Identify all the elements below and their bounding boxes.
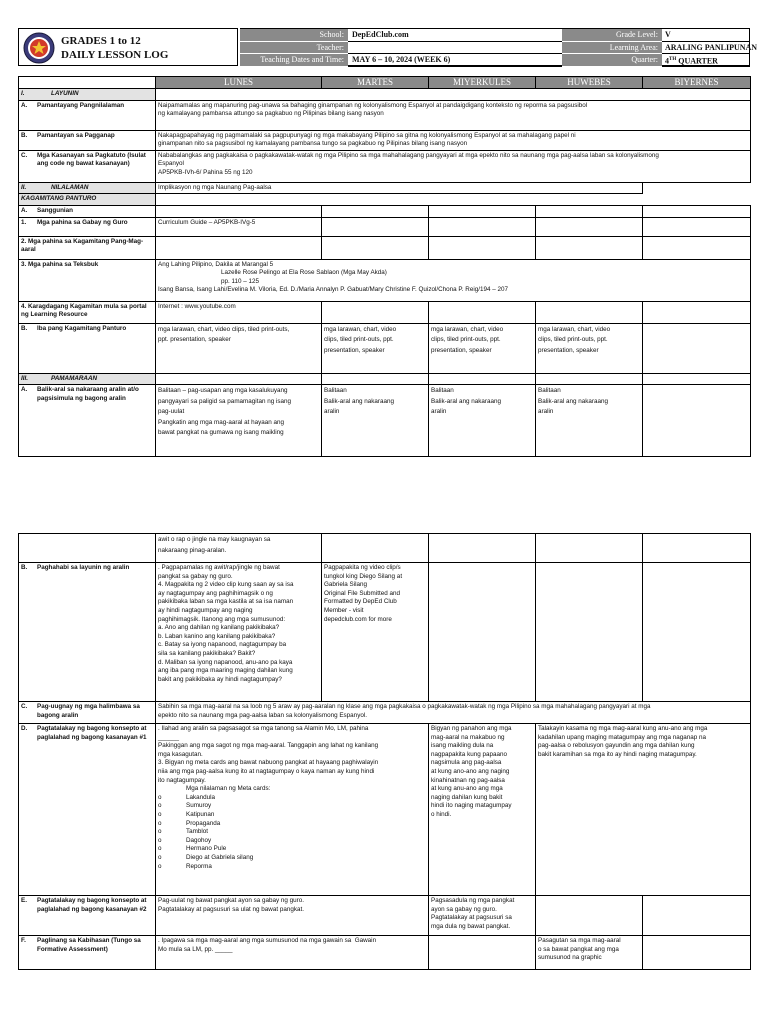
label-kagamitang-mag-aaral: 2. Mga pahina sa Kagamitang Pang-Mag-aaral bbox=[19, 236, 156, 259]
list-bullet: o bbox=[158, 819, 162, 827]
day-tuesday: MARTES bbox=[322, 77, 429, 89]
list-item bbox=[158, 820, 426, 829]
list-item bbox=[158, 837, 426, 846]
list-item bbox=[158, 854, 426, 863]
row-letter: A. bbox=[21, 386, 28, 394]
balik-aral-thursday: Balitaan Balik-aral ang nakaraang aralin bbox=[536, 385, 643, 457]
label-karagdagang: 4. Karagdagang Kagamitan mula sa portal ng Learning Resource bbox=[19, 301, 156, 323]
row-letter: F. bbox=[21, 937, 26, 944]
list-item bbox=[158, 802, 426, 811]
dates-value: MAY 6 – 10, 2024 (WEEK 6) bbox=[348, 54, 562, 67]
row-balik-aral bbox=[19, 385, 751, 457]
pagtatalakay1-text: . Ilahad ang aralin sa pagsasagot sa mga tanong sa Alamin Mo, LM, pahina ______ Pakinggan ang mga sagot ng mga mag-aaral. Tanggapin ang lahat ng kanilang mga kasagutan. 3. Bigyan ng meta cards ang bawat nabuong pangkat at hayaang paghiwalayin niia ang mga pag-aalsa kung ito at nagtagumpay o kaya naman ay kung hindi ito nagtagumpay. bbox=[158, 725, 379, 784]
cell-empty bbox=[643, 385, 751, 457]
quarter-number: 4 bbox=[665, 56, 669, 66]
cell-empty bbox=[643, 301, 751, 323]
label-balik-aral bbox=[19, 385, 156, 457]
cell-empty bbox=[429, 373, 536, 385]
list-bullet: o bbox=[158, 810, 162, 818]
row-iba-pang bbox=[19, 323, 751, 373]
header-row-teacher bbox=[240, 42, 758, 55]
row-letter: E. bbox=[21, 897, 27, 904]
row-letter: B. bbox=[21, 324, 28, 332]
label-teksbuk: 3. Mga pahina sa Teksbuk bbox=[19, 259, 156, 301]
meta-cards-list bbox=[158, 794, 426, 871]
cell-empty bbox=[536, 301, 643, 323]
text-pamantayan-pagganap: Nakapagpapahayag ng pagmamalaki sa pagpupunyagi ng mga makabayang Pilipino sa gitna ng kolonyalismong Espanyol at sa mahalagang papel ni ginampanan nito sa pagsusibol ng kamalayang pambansa tungo sa pagkabuo ng Pilipinas bilang isang nasyon bbox=[156, 130, 751, 150]
row-label: Mga pahina sa Gabay ng Guro bbox=[37, 218, 128, 226]
row-number: 1. bbox=[21, 218, 27, 226]
list-item-text: Tamblot bbox=[186, 828, 209, 836]
row-label: Paghahabi sa layunin ng aralin bbox=[37, 564, 130, 571]
label-paglinang bbox=[19, 936, 156, 970]
iba-pang-wednesday: mga larawan, chart, video clips, tiled print-outs, ppt. presentation, speaker bbox=[429, 323, 536, 373]
label-gabay bbox=[19, 217, 156, 236]
text-kasanayan: Nababalangkas ang pagkakaisa o pagkakawatak-watak ng mga Pilipino sa mga mahahalagang pangyayari at mga epekto nito sa naunang mga pag-aalsa laban sa kolonyalismong Espanyol AP5PKB-IVh-6/ Pahina 55 ng 120 bbox=[156, 150, 751, 182]
label-pamantayan-pagganap bbox=[19, 130, 156, 150]
section-label: PAMAMARAAN bbox=[51, 374, 98, 382]
cell-empty bbox=[322, 373, 429, 385]
row-pag-uugnay bbox=[19, 702, 751, 724]
label-pagtatalakay2 bbox=[19, 896, 156, 936]
row-letter: C. bbox=[21, 703, 28, 710]
list-bullet: o bbox=[158, 845, 162, 853]
cell-empty bbox=[536, 534, 643, 563]
header-title bbox=[61, 34, 168, 62]
cell-empty bbox=[643, 205, 751, 217]
cell-empty bbox=[643, 236, 751, 259]
iba-pang-thursday: mga larawan, chart, video clips, tiled print-outs, ppt. presentation, speaker bbox=[536, 323, 643, 373]
school-label: School: bbox=[240, 29, 348, 42]
list-item bbox=[158, 794, 426, 803]
cell-empty bbox=[643, 936, 751, 970]
quarter-suffix: TH bbox=[669, 57, 677, 63]
cell-empty bbox=[322, 301, 429, 323]
list-bullet: o bbox=[158, 828, 162, 836]
area-value: ARALING PANLIPUNAN bbox=[662, 42, 750, 55]
lesson-table-page2 bbox=[18, 533, 750, 970]
continuation-monday: awit o rap o jingle na may kaugnayan sa nakaraang pinag-aralan. bbox=[156, 534, 322, 563]
cell-empty bbox=[536, 205, 643, 217]
label-kasanayan bbox=[19, 150, 156, 182]
cell-empty bbox=[322, 534, 429, 563]
pagtatalakay1-wednesday: Bigyan ng panahon ang mga mag-aaral na makabuo ng isang maikling dula na nagpapakita kung papaano nagsimula ang pag-aalsa at kung ano-ano ang naging kinahinatnan ng pag-aalsa at kung anu-ano ang mga naging dahilan kung bakit hindi ito naging matagumpay o hindi. bbox=[429, 724, 536, 896]
header-row-dates bbox=[240, 54, 750, 67]
list-bullet: o bbox=[158, 802, 162, 810]
row-pagtatalakay1 bbox=[19, 724, 751, 896]
cell-empty bbox=[429, 563, 536, 702]
list-item-text: Diego at Gabriela silang bbox=[186, 853, 254, 861]
section-num: I. bbox=[21, 90, 25, 97]
row-letter: A. bbox=[21, 206, 28, 214]
cell-empty bbox=[322, 205, 429, 217]
dates-label: Teaching Dates and Time: bbox=[240, 54, 348, 67]
text-pag-uugnay: Sabihin sa mga mag-aaral na sa loob ng 5 araw ay pag-aaralan ng klase ang mga pagkakaisa o pagkakawatak-watak ng mga Pilipino sa mga mahahalagang pangyayari at mga epekto nito sa naunang mga pag-aalsa laban sa kolonyalismong Espanyol. bbox=[156, 702, 751, 724]
section-label: NILALAMAN bbox=[51, 183, 89, 191]
list-item-text: Reporma bbox=[186, 862, 212, 870]
cell-empty bbox=[429, 534, 536, 563]
label-iba-pang bbox=[19, 323, 156, 373]
list-item-text: Propaganda bbox=[186, 819, 221, 827]
grade-value: V bbox=[662, 29, 750, 42]
grade-label: Grade Level: bbox=[562, 29, 662, 42]
row-letter: C. bbox=[21, 151, 28, 159]
day-monday: LUNES bbox=[156, 77, 322, 89]
balik-aral-wednesday: Balitaan Balik-aral ang nakaraang aralin bbox=[429, 385, 536, 457]
section-num: III. bbox=[21, 374, 28, 382]
paglinang-thursday: Pasagutan sa mga mag-aaral o sa bawat pangkat ang mga sumusunod na graphic bbox=[536, 936, 643, 970]
meta-cards-heading: Mga nilalaman ng Meta cards: bbox=[186, 785, 271, 793]
quarter-label: Quarter: bbox=[562, 54, 662, 67]
row-label: Balik-aral sa nakaraang aralin at/o pagsisimula ng bagong aralin bbox=[37, 386, 139, 402]
section-num: II. bbox=[21, 183, 27, 191]
section-nilalaman bbox=[19, 182, 156, 194]
cell-empty bbox=[429, 236, 536, 259]
label-paghahabi bbox=[19, 563, 156, 702]
cell-empty bbox=[536, 563, 643, 702]
day-wednesday: MIYERKULES bbox=[429, 77, 536, 89]
cell-empty bbox=[19, 534, 156, 563]
lesson-table-2 bbox=[18, 533, 751, 970]
header-info-grid bbox=[240, 28, 758, 66]
row-continuation bbox=[19, 534, 751, 563]
text-karagdagang: Internet : www.youtube.com bbox=[156, 301, 322, 323]
label-pag-uugnay bbox=[19, 702, 156, 724]
nilalaman-blank bbox=[643, 182, 751, 194]
row-karagdagang bbox=[19, 301, 751, 323]
teacher-label: Teacher: bbox=[240, 42, 348, 55]
row-label: Pamantayang Pangnilalaman bbox=[37, 101, 125, 109]
row-pamantayang-nilalaman bbox=[19, 100, 751, 130]
row-nilalaman bbox=[19, 182, 751, 194]
deped-seal-icon bbox=[23, 32, 55, 64]
day-header-row bbox=[19, 77, 751, 89]
row-kasanayan bbox=[19, 150, 751, 182]
balik-aral-monday: Balitaan – pag-usapan ang mga kasalukuyang pangyayari sa paligid sa pamamagitan ng isang pag-uulat Pangkatin ang mga mag-aaral at hayaan ang bawat pangkat na gumawa ng isang maikling bbox=[156, 385, 322, 457]
cell-empty bbox=[322, 236, 429, 259]
list-item-text: Dagohoy bbox=[186, 836, 212, 844]
row-label: Pag-uugnay ng mga halimbawa sa bagong aralin bbox=[37, 703, 140, 719]
header-title-cell bbox=[18, 28, 238, 66]
label-sanggunian bbox=[19, 205, 156, 217]
lesson-log-header bbox=[18, 28, 758, 66]
row-letter: D. bbox=[21, 725, 28, 732]
row-paghahabi bbox=[19, 563, 751, 702]
list-bullet: o bbox=[158, 862, 162, 870]
list-item-text: Katipunan bbox=[186, 810, 215, 818]
row-pamamaraan bbox=[19, 373, 751, 385]
list-bullet: o bbox=[158, 853, 162, 861]
row-pagtatalakay2 bbox=[19, 896, 751, 936]
school-value: DepEdClub.com bbox=[348, 29, 562, 42]
layunin-empty bbox=[156, 89, 751, 101]
section-pamamaraan bbox=[19, 373, 156, 385]
text-pamantayang-nilalaman: Naipamamalas ang mapanuring pag-unawa sa bahaging ginampanan ng kolonyalismong Espanyol at pandaigdigang konteksto ng reporma sa pagsusibol ng kamalayang pambansa attungo sa pagkabuo ng Pilipinas bilang isang nasyon bbox=[156, 100, 751, 130]
cell-empty bbox=[429, 936, 536, 970]
list-item bbox=[158, 863, 426, 872]
row-kagamitan bbox=[19, 194, 751, 206]
paghahabi-monday: . Pagpapamalas ng awit/rap/jingle ng bawat pangkat sa gabay ng guro. 4. Magpakita ng 2 video clip kung saan ay sa isa ay nagtagumpay ang paghihimagsik o ng pakikibaka laban sa mga kastila at sa isa naman ay hindi nagtagumpay ang naging paghihimagsik. Itanong ang mga sumusunod: a. Ano ang dahilan ng kanilang pakikibaka? b. Laban kanino ang kanilang pakikibaka? c. Batay sa iyong napanood, nagtagumpay ba sila sa kanilang pakikibaka? Bakit? d. Maliban sa iyong napanood, anu-ano pa kaya ang iba pang mga maaring maging dahilan kung bakit ang pakikibaka ay hindi nagtagumpay? bbox=[156, 563, 322, 702]
cell-empty bbox=[322, 217, 429, 236]
pagtatalakay1-thursday: Talakayin kasama ng mga mag-aaral kung anu-ano ang mga kadahilan upang maging matagumpay ang mga naganap na pag-aalsa o rebolusyon gayundin ang mga dahilan kung bakit karamihan sa mga ito ay hindi naging matagumpay. bbox=[536, 724, 751, 896]
row-label: Mga Kasanayan sa Pagkatuto (Isulat ang code ng bawat kasanayan) bbox=[37, 151, 146, 168]
day-friday: BIYERNES bbox=[643, 77, 751, 89]
list-item-text: Sumuroy bbox=[186, 802, 212, 810]
teacher-value bbox=[348, 42, 562, 55]
row-letter: B. bbox=[21, 564, 28, 571]
list-bullet: o bbox=[158, 836, 162, 844]
row-gabay bbox=[19, 217, 751, 236]
row-label: Iba pang Kagamitang Panturo bbox=[37, 324, 127, 332]
cell-empty bbox=[643, 896, 751, 936]
lesson-table-1 bbox=[18, 76, 751, 457]
list-item-text: Hermano Pule bbox=[186, 845, 227, 853]
cell-empty bbox=[536, 236, 643, 259]
balik-aral-tuesday: Balitaan Balik-aral ang nakaraang aralin bbox=[322, 385, 429, 457]
text-kagamitang-mag-aaral bbox=[156, 236, 322, 259]
list-item bbox=[158, 811, 426, 820]
section-layunin bbox=[19, 89, 156, 101]
row-pamantayan-pagganap bbox=[19, 130, 751, 150]
cell-empty bbox=[156, 373, 322, 385]
cell-empty bbox=[429, 217, 536, 236]
row-sanggunian bbox=[19, 205, 751, 217]
text-gabay: Curriculum Guide – AP5PKB-IVg-5 bbox=[156, 217, 322, 236]
row-letter: A. bbox=[21, 101, 28, 109]
cell-empty bbox=[643, 217, 751, 236]
corner-cell bbox=[19, 77, 156, 89]
kagamitan-blank bbox=[156, 194, 751, 206]
row-kagamitang-mag-aaral bbox=[19, 236, 751, 259]
header-title-line1: GRADES 1 to 12 bbox=[61, 35, 141, 47]
row-layunin bbox=[19, 89, 751, 101]
pagtatalakay2-wednesday: Pagsasadula ng mga pangkat ayon sa gabay ng guro. Pagtatalakay at pagsusuri sa mga dula ng bawat pangkat. bbox=[429, 896, 536, 936]
row-label: Pamantayan sa Pagganap bbox=[37, 131, 115, 139]
section-kagamitan: KAGAMITANG PANTURO bbox=[19, 194, 156, 206]
cell-empty bbox=[536, 896, 643, 936]
list-item bbox=[158, 828, 426, 837]
day-thursday: HUWEBES bbox=[536, 77, 643, 89]
header-title-line2: DAILY LESSON LOG bbox=[61, 49, 169, 61]
cell-empty bbox=[429, 301, 536, 323]
area-label: Learning Area: bbox=[562, 42, 662, 55]
paglinang-monday: . Ipagawa sa mga mag-aaral ang mga sumusunod na mga gawain sa Gawain Mo mula sa LM, pp. _____ bbox=[156, 936, 429, 970]
section-label: LAYUNIN bbox=[51, 90, 79, 97]
paghahabi-tuesday: Pagpapakita ng video clip/s tungkol king Diego Silang at Gabriela Silang Original File Submitted and Formatted by DepEd Club Member - visit depedclub.com for more bbox=[322, 563, 429, 702]
row-label: Sanggunian bbox=[37, 206, 74, 214]
row-label: Paglinang sa Kabihasan (Tungo sa Formative Assessment) bbox=[37, 937, 141, 953]
cell-empty bbox=[643, 323, 751, 373]
label-pagtatalakay1 bbox=[19, 724, 156, 896]
cell-empty bbox=[643, 373, 751, 385]
pagtatalakay2-monday: Pag-uulat ng bawat pangkat ayon sa gabay ng guro. Pagtatalakay at pagsusuri sa ulat ng bawat pangkat. bbox=[156, 896, 429, 936]
list-item bbox=[158, 845, 426, 854]
quarter-word: QUARTER bbox=[676, 56, 718, 66]
row-paglinang bbox=[19, 936, 751, 970]
cell-empty bbox=[429, 205, 536, 217]
cell-empty bbox=[643, 563, 751, 702]
row-label: Pagtatalakay ng bagong konsepto at paglalahad ng bagong kasanayan #1 bbox=[37, 725, 147, 741]
cell-empty bbox=[536, 373, 643, 385]
iba-pang-tuesday: mga larawan, chart, video clips, tiled print-outs, ppt. presentation, speaker bbox=[322, 323, 429, 373]
text-nilalaman: Implikasyon ng mga Naunang Pag-aalsa bbox=[156, 182, 643, 194]
list-bullet: o bbox=[158, 793, 162, 801]
quarter-value bbox=[662, 54, 750, 67]
header-row-school bbox=[240, 29, 750, 42]
iba-pang-monday: mga larawan, chart, video clips, tiled print-outs, ppt. presentation, speaker bbox=[156, 323, 322, 373]
label-pamantayang-nilalaman bbox=[19, 100, 156, 130]
list-item-text: Lakandula bbox=[186, 793, 216, 801]
cell-empty bbox=[536, 217, 643, 236]
row-teksbuk bbox=[19, 259, 751, 301]
pagtatalakay1-monday bbox=[156, 724, 429, 896]
row-letter: B. bbox=[21, 131, 28, 139]
row-label: Pagtatalakay ng bagong konsepto at paglalahad ng bagong kasanayan #2 bbox=[37, 897, 147, 913]
text-teksbuk: Ang Lahing Pilipino, Dakila at Marangal 5 Lazelle Rose Pelingo at Ela Rose Sablaon (Mga May Akda) pp. 110 – 125 Isang Bansa, Isang Lahi/Evelina M. Viloria, Ed. D./Maria Annalyn P. Gabuat/Mary Christine F. Quizol/Chona P. Reig/194 – 207 bbox=[156, 259, 751, 301]
cell-empty bbox=[156, 205, 322, 217]
cell-empty bbox=[643, 534, 751, 563]
lesson-table-page1 bbox=[18, 76, 750, 457]
